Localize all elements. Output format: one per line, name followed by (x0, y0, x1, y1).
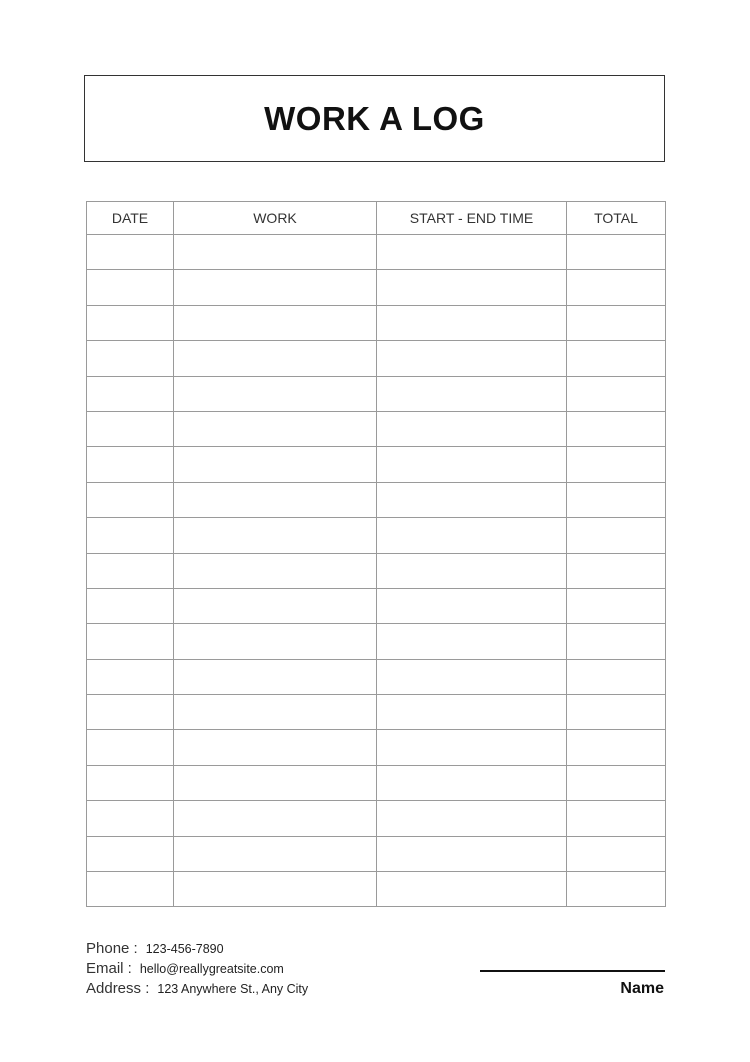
time-cell[interactable] (377, 518, 567, 553)
date-cell[interactable] (87, 765, 174, 800)
time-cell[interactable] (377, 270, 567, 305)
work-cell[interactable] (174, 765, 377, 800)
work-cell[interactable] (174, 341, 377, 376)
date-cell[interactable] (87, 730, 174, 765)
date-cell[interactable] (87, 376, 174, 411)
work-cell[interactable] (174, 872, 377, 907)
table-row (87, 376, 666, 411)
total-cell[interactable] (567, 695, 666, 730)
date-cell[interactable] (87, 411, 174, 446)
total-cell[interactable] (567, 376, 666, 411)
work-cell[interactable] (174, 588, 377, 623)
table-row (87, 730, 666, 765)
time-cell[interactable] (377, 659, 567, 694)
table-row (87, 235, 666, 270)
address-line (86, 980, 308, 1000)
signature-label: Name (620, 980, 664, 997)
table-header-row (87, 202, 666, 235)
table-row (87, 765, 666, 800)
total-cell[interactable] (567, 659, 666, 694)
time-cell[interactable] (377, 836, 567, 871)
phone-line (86, 940, 308, 960)
total-cell[interactable] (567, 588, 666, 623)
total-cell[interactable] (567, 305, 666, 340)
total-cell[interactable] (567, 801, 666, 836)
work-cell[interactable] (174, 801, 377, 836)
total-cell[interactable] (567, 872, 666, 907)
date-cell[interactable] (87, 447, 174, 482)
table-row (87, 695, 666, 730)
work-cell[interactable] (174, 518, 377, 553)
date-cell[interactable] (87, 482, 174, 517)
address-label: Address : (86, 980, 150, 997)
time-cell[interactable] (377, 588, 567, 623)
date-cell[interactable] (87, 518, 174, 553)
date-cell[interactable] (87, 588, 174, 623)
date-cell[interactable] (87, 836, 174, 871)
signature-line (480, 970, 665, 972)
time-cell[interactable] (377, 801, 567, 836)
time-cell[interactable] (377, 411, 567, 446)
work-cell[interactable] (174, 482, 377, 517)
column-header-work: WORK (174, 202, 377, 235)
title-box (84, 75, 665, 162)
table-row (87, 624, 666, 659)
work-cell[interactable] (174, 376, 377, 411)
total-cell[interactable] (567, 411, 666, 446)
email-value: hello@reallygreatsite.com (139, 962, 284, 976)
work-log-table (86, 201, 666, 907)
work-cell[interactable] (174, 235, 377, 270)
time-cell[interactable] (377, 482, 567, 517)
contact-info (86, 940, 308, 1000)
work-cell[interactable] (174, 447, 377, 482)
page-title: WORK A LOG (264, 99, 485, 137)
table-row (87, 270, 666, 305)
total-cell[interactable] (567, 482, 666, 517)
date-cell[interactable] (87, 270, 174, 305)
table-row (87, 341, 666, 376)
email-label: Email : (86, 960, 132, 977)
total-cell[interactable] (567, 553, 666, 588)
column-header-total: TOTAL (567, 202, 666, 235)
table-row (87, 411, 666, 446)
time-cell[interactable] (377, 235, 567, 270)
work-cell[interactable] (174, 659, 377, 694)
work-cell[interactable] (174, 836, 377, 871)
date-cell[interactable] (87, 305, 174, 340)
table-row (87, 482, 666, 517)
work-cell[interactable] (174, 553, 377, 588)
address-value: 123 Anywhere St., Any City (157, 982, 309, 996)
table-row (87, 801, 666, 836)
time-cell[interactable] (377, 765, 567, 800)
date-cell[interactable] (87, 341, 174, 376)
total-cell[interactable] (567, 730, 666, 765)
work-cell[interactable] (174, 305, 377, 340)
column-header-date: DATE (87, 202, 174, 235)
time-cell[interactable] (377, 695, 567, 730)
email-line (86, 960, 308, 980)
date-cell[interactable] (87, 235, 174, 270)
total-cell[interactable] (567, 447, 666, 482)
phone-label: Phone : (86, 940, 138, 957)
time-cell[interactable] (377, 447, 567, 482)
total-cell[interactable] (567, 518, 666, 553)
table-row (87, 305, 666, 340)
column-header-start-end-time: START - END TIME (377, 202, 567, 235)
table-row (87, 872, 666, 907)
table-body (87, 235, 666, 907)
phone-value: 123-456-7890 (145, 942, 224, 956)
date-cell[interactable] (87, 872, 174, 907)
time-cell[interactable] (377, 624, 567, 659)
table-row (87, 447, 666, 482)
time-cell[interactable] (377, 341, 567, 376)
table-row (87, 588, 666, 623)
date-cell[interactable] (87, 624, 174, 659)
time-cell[interactable] (377, 305, 567, 340)
table-row (87, 553, 666, 588)
time-cell[interactable] (377, 872, 567, 907)
date-cell[interactable] (87, 553, 174, 588)
work-cell[interactable] (174, 624, 377, 659)
table-row (87, 518, 666, 553)
time-cell[interactable] (377, 730, 567, 765)
date-cell[interactable] (87, 695, 174, 730)
work-cell[interactable] (174, 695, 377, 730)
total-cell[interactable] (567, 341, 666, 376)
table-row (87, 659, 666, 694)
date-cell[interactable] (87, 801, 174, 836)
total-cell[interactable] (567, 235, 666, 270)
total-cell[interactable] (567, 765, 666, 800)
table-row (87, 836, 666, 871)
work-cell[interactable] (174, 270, 377, 305)
time-cell[interactable] (377, 553, 567, 588)
work-cell[interactable] (174, 411, 377, 446)
total-cell[interactable] (567, 624, 666, 659)
date-cell[interactable] (87, 659, 174, 694)
time-cell[interactable] (377, 376, 567, 411)
total-cell[interactable] (567, 270, 666, 305)
work-cell[interactable] (174, 730, 377, 765)
total-cell[interactable] (567, 836, 666, 871)
